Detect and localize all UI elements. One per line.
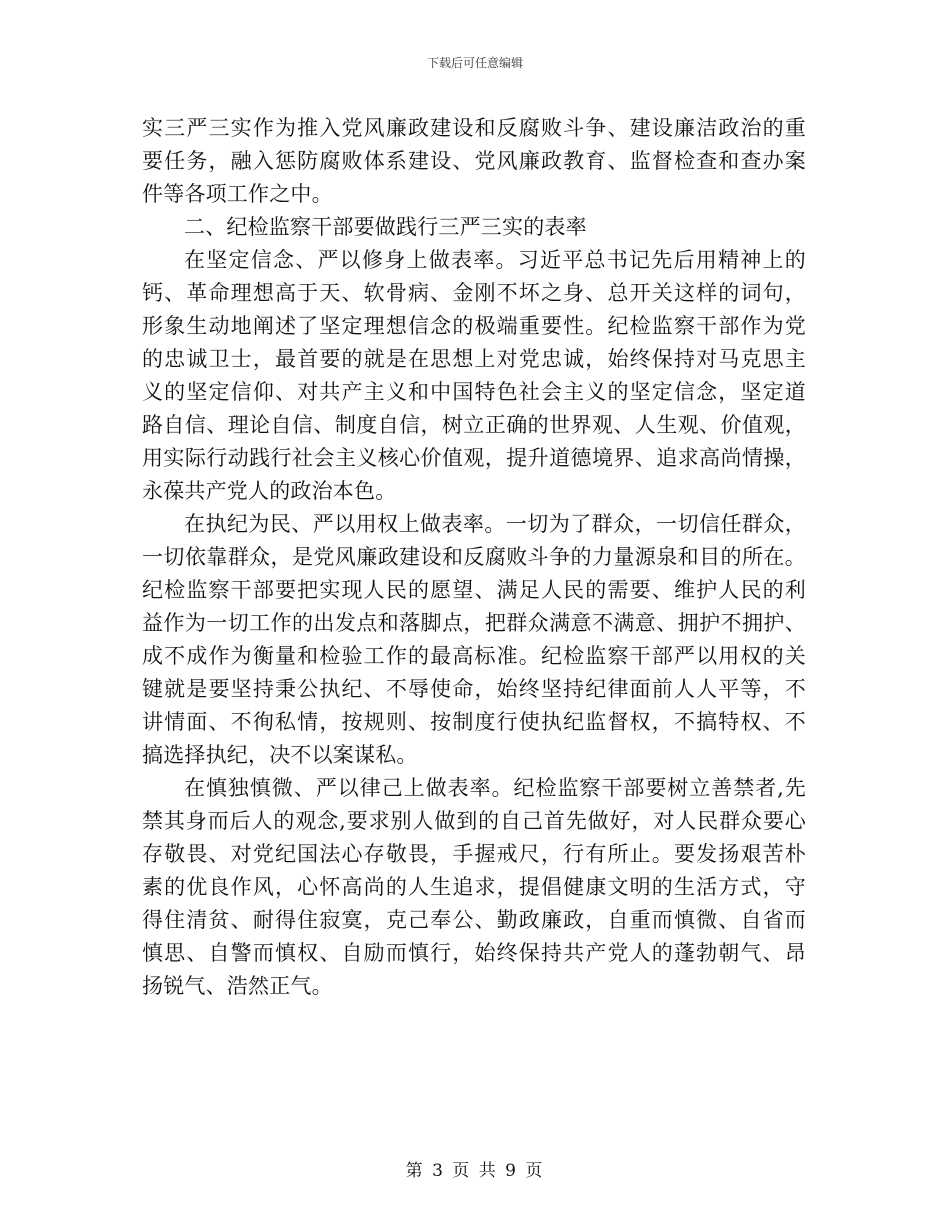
page-footer: 第 3 页 共 9 页 bbox=[405, 1161, 545, 1181]
text-line: 讲情面、不徇私情，按规则、按制度行使执纪监督权，不搞特权、不 bbox=[142, 710, 806, 734]
text-line: 在执纪为民、严以用权上做表率。一切为了群众，一切信任群众， bbox=[184, 512, 806, 536]
text-line: 形象生动地阐述了坚定理想信念的极端重要性。纪检监察干部作为党 bbox=[142, 314, 806, 338]
text-line: 扬锐气、浩然正气。 bbox=[142, 974, 333, 998]
text-line: 搞选择执纪，决不以案谋私。 bbox=[142, 743, 418, 767]
text-line: 永葆共产党人的政治本色。 bbox=[142, 479, 397, 503]
text-line: 在坚定信念、严以修身上做表率。习近平总书记先后用精神上的 bbox=[184, 248, 806, 272]
text-line: 键就是要坚持秉公执纪、不辱使命，始终坚持纪律面前人人平等，不 bbox=[142, 677, 806, 701]
text-line: 成不成作为衡量和检验工作的最高标准。纪检监察干部严以用权的关 bbox=[142, 644, 806, 668]
text-line: 要任务，融入惩防腐败体系建设、党风廉政教育、监督检查和查办案 bbox=[142, 149, 806, 173]
text-line: 在慎独慎微、严以律己上做表率。纪检监察干部要树立善禁者,先 bbox=[184, 776, 806, 800]
text-line: 素的优良作风，心怀高尚的人生追求，提倡健康文明的生活方式，守 bbox=[142, 875, 806, 899]
text-line: 二、纪检监察干部要做践行三严三实的表率 bbox=[184, 215, 587, 239]
text-line: 用实际行动践行社会主义核心价值观，提升道德境界、追求高尚情操， bbox=[142, 446, 806, 470]
text-line: 义的坚定信仰、对共产主义和中国特色社会主义的坚定信念，坚定道 bbox=[142, 380, 806, 404]
text-line: 慎思、自警而慎权、自励而慎行，始终保持共产党人的蓬勃朝气、昂 bbox=[142, 941, 806, 965]
text-line: 一切依靠群众，是党风廉政建设和反腐败斗争的力量源泉和目的所在。 bbox=[142, 545, 806, 569]
text-line: 的忠诚卫士，最首要的就是在思想上对党忠诚，始终保持对马克思主 bbox=[142, 347, 806, 371]
page-header: 下载后可任意编辑 bbox=[426, 56, 523, 70]
text-line: 得住清贫、耐得住寂寞，克己奉公、勤政廉政，自重而慎微、自省而 bbox=[142, 908, 806, 932]
document-body bbox=[142, 112, 806, 1003]
text-line: 纪检监察干部要把实现人民的愿望、满足人民的需要、维护人民的利 bbox=[142, 578, 806, 602]
text-line: 钙、革命理想高于天、软骨病、金刚不坏之身、总开关这样的词句， bbox=[142, 281, 806, 305]
text-line: 实三严三实作为推入党风廉政建设和反腐败斗争、建设廉洁政治的重 bbox=[142, 116, 806, 140]
text-line: 存敬畏、对党纪国法心存敬畏，手握戒尺，行有所止。要发扬艰苦朴 bbox=[142, 842, 806, 866]
text-line: 禁其身而后人的观念,要求别人做到的自己首先做好，对人民群众要心 bbox=[142, 809, 806, 833]
text-line: 益作为一切工作的出发点和落脚点，把群众满意不满意、拥护不拥护、 bbox=[142, 611, 806, 635]
text-line: 路自信、理论自信、制度自信，树立正确的世界观、人生观、价值观， bbox=[142, 413, 806, 437]
text-line: 件等各项工作之中。 bbox=[142, 182, 333, 206]
